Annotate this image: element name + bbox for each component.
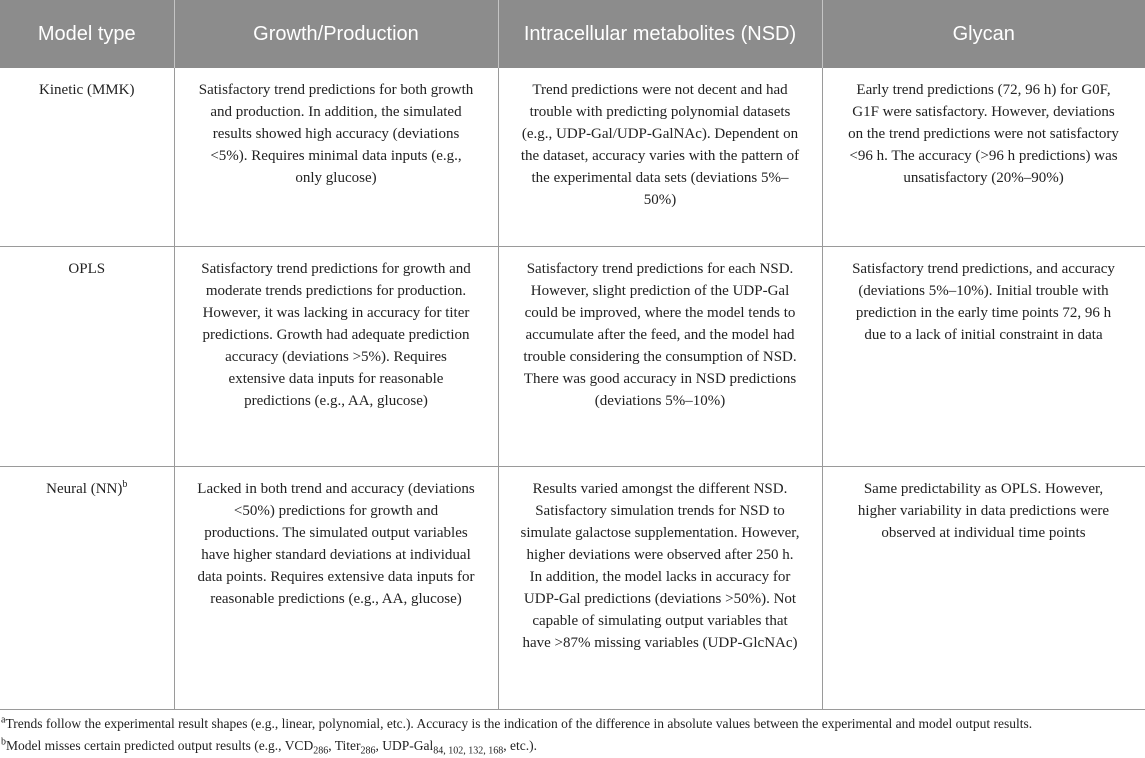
header-growth-production: Growth/Production — [174, 0, 498, 68]
cell-metabolites: Satisfactory trend predictions for each NSD. However, slight prediction of the UDP-Gal could be improved, where the model tends to accumulate after the feed, and the model had trouble considering the consumption of NSD. There was good accuracy in NSD predictions (deviations 5%–10%) — [498, 246, 822, 466]
cell-growth-production: Lacked in both trend and accuracy (deviations <50%) predictions for growth and productions. The simulated output variables have higher standard deviations at individual data points. Requires extensive data inputs for reasonable predictions (e.g., AA, glucose) — [174, 466, 498, 709]
header-row — [0, 0, 1145, 68]
cell-model-type: OPLS — [0, 246, 174, 466]
table-footnotes — [1, 713, 1145, 757]
table-body — [0, 68, 1145, 709]
footnote-b-udp-gal: , UDP-Gal — [375, 738, 434, 753]
footnote-a-mark: a — [1, 714, 6, 726]
footnote-a — [1, 713, 1145, 735]
cell-growth-production: Satisfactory trend predictions for growth and moderate trends predictions for production. However, it was lacking in accuracy for titer predictions. Growth had adequate prediction accuracy (deviations >5%). Requires extensive data inputs for reasonable predictions (e.g., AA, glucose) — [174, 246, 498, 466]
footnote-b-subscript-titer: 286 — [360, 745, 376, 757]
cell-growth-production: Satisfactory trend predictions for both growth and production. In addition, the simulated results showed high accuracy (deviations <5%). Requires minimal data inputs (e.g., only glucose) — [174, 68, 498, 246]
model-type-label: Neural (NN) — [46, 480, 123, 497]
footnote-b-prefix: Model misses certain predicted output results (e.g., VCD — [6, 738, 314, 753]
cell-model-type — [0, 466, 174, 709]
header-model-type: Model type — [0, 0, 174, 68]
cell-model-type: Kinetic (MMK) — [0, 68, 174, 246]
footnote-b-marker: b — [122, 478, 128, 490]
table-row — [0, 246, 1145, 466]
footnote-b — [1, 735, 1145, 757]
cell-glycan: Satisfactory trend predictions, and accuracy (deviations 5%–10%). Initial trouble with prediction in the early time points 72, 96 h due to a lack of initial constraint in data — [822, 246, 1145, 466]
footnote-b-titer: , Titer — [328, 738, 361, 753]
cell-metabolites: Results varied amongst the different NSD. Satisfactory simulation trends for NSD to simulate galactose supplementation. However, higher deviations were observed after 250 h. In addition, the model lacks in accuracy for UDP-Gal predictions (deviations >50%). Not capable of simulating output variables that have >87% missing variables (UDP-GlcNAc) — [498, 466, 822, 709]
header-glycan: Glycan — [822, 0, 1145, 68]
footnote-b-subscript-vcd: 286 — [313, 745, 329, 757]
footnote-a-text: Trends follow the experimental result shapes (e.g., linear, polynomial, etc.). Accuracy is the indication of the difference in absolute values between the experimental and model output results. — [5, 716, 1033, 731]
footnote-b-suffix: , etc.). — [503, 738, 537, 753]
table-row — [0, 466, 1145, 709]
footnote-b-mark: b — [1, 736, 6, 748]
table-header — [0, 0, 1145, 68]
cell-glycan: Early trend predictions (72, 96 h) for G0F, G1F were satisfactory. However, deviations on the trend predictions were not satisfactory <96 h. The accuracy (>96 h predictions) was unsatisfactory (20%–90%) — [822, 68, 1145, 246]
table-row — [0, 68, 1145, 246]
cell-glycan: Same predictability as OPLS. However, higher variability in data predictions were observed at individual time points — [822, 466, 1145, 709]
cell-metabolites: Trend predictions were not decent and had trouble with predicting polynomial datasets (e.g., UDP-Gal/UDP-GalNAc). Dependent on the dataset, accuracy varies with the pattern of the experimental data sets (deviations 5%–50%) — [498, 68, 822, 246]
footnote-b-subscript-udp-gal: 84, 102, 132, 168 — [433, 745, 504, 757]
header-intracellular-metabolites: Intracellular metabolites (NSD) — [498, 0, 822, 68]
